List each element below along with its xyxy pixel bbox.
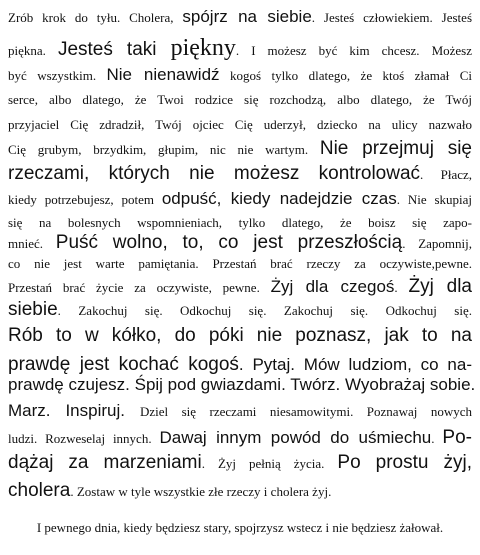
text-line	[8, 326, 472, 345]
text-line	[8, 36, 472, 60]
text-line	[8, 92, 472, 108]
text-line	[8, 481, 472, 500]
text-segment: ludzi. Rozweselaj innych.	[8, 431, 160, 446]
text-segment: rzeczami, których nie możesz kontrolować	[8, 163, 421, 184]
text-segment: Po prostu żyj,	[337, 452, 472, 473]
text-segment: Marz. Inspiruj.	[8, 401, 140, 420]
text-segment: . Pytaj. Mów ludziom, co na-	[238, 355, 472, 374]
text-segment: Żyj dla czegoś	[270, 277, 395, 296]
text-segment: przyjaciel Cię zdradził, Twój ojciec Cię uderzył, dziecko na ulicy nazwało	[8, 117, 472, 132]
text-line	[8, 139, 472, 158]
text-segment: cholera	[8, 480, 71, 501]
text-segment: prawdę czujesz. Śpij pod gwiazdami. Twórz. Wyobrażaj sobie.	[8, 375, 476, 394]
text-segment: Zrób krok do tyłu. Cholera,	[8, 10, 183, 25]
text-segment: Nie nienawidź	[106, 65, 220, 84]
text-segment: serce, albo dlatego, że Twoi rodzice się rozchodzą, albo dlatego, że Twój	[8, 92, 472, 107]
text-line	[8, 164, 472, 183]
text-segment: kiedy potrzebujesz, potem	[8, 192, 162, 207]
text-segment: Dawaj innym powód do uśmiechu	[159, 428, 432, 447]
text-line	[8, 375, 476, 394]
text-segment: kogoś tylko dlatego, że ktoś złamał Ci	[219, 68, 472, 83]
text-segment: . Jesteś człowiekiem. Jesteś	[311, 10, 472, 25]
text-line	[8, 233, 472, 252]
text-segment: Po-	[442, 427, 472, 448]
text-line	[8, 8, 472, 26]
text-line	[8, 256, 472, 272]
text-line	[8, 117, 472, 133]
text-segment: . Żyj pełnią życia.	[201, 456, 338, 471]
text-segment: co nie jest warte pamiętania. Przestań brać rzeczy za oczywiste,pewne.	[8, 256, 472, 271]
text-segment: .	[70, 484, 77, 499]
text-line	[8, 190, 472, 208]
text-line	[8, 300, 472, 319]
text-segment: . Płacz,	[420, 167, 472, 182]
text-segment: odpuść, kiedy nadejdzie czas	[161, 189, 397, 208]
text-line	[8, 277, 472, 296]
text-segment: Puść wolno, to, co jest przeszłością	[55, 232, 403, 253]
text-line	[8, 453, 472, 472]
text-segment: . I możesz być kim chcesz. Możesz	[235, 43, 473, 58]
text-segment: mnieć.	[8, 236, 56, 251]
text-segment: . Nie skupiaj	[396, 192, 472, 207]
text-segment: Dziel się rzeczami niesamowitymi. Poznawaj nowych	[139, 404, 472, 419]
text-segment: Rób to w kółko, do póki nie poznasz, jak to na	[8, 325, 472, 346]
text-segment: być wszystkim.	[8, 68, 107, 83]
text-segment: Zostaw w tyle wszystkie złe rzeczy i cholera żyj	[76, 484, 329, 499]
text-segment: Żyj dla	[408, 276, 473, 297]
text-line	[8, 355, 472, 374]
text-line	[8, 402, 472, 420]
text-segment: . Zapomnij,	[402, 236, 473, 251]
text-segment: .	[431, 431, 443, 446]
text-segment: dążaj za marzeniami	[8, 452, 202, 473]
text-segment: Nie przejmuj się	[319, 138, 472, 159]
text-line	[8, 215, 472, 231]
text-segment: . Zakochuj się. Odkochuj się. Zakochuj się. Odkochuj się.	[57, 303, 472, 318]
text-segment: .	[394, 280, 409, 295]
text-segment: się na bolesnych wspomnieniach, tylko dlatego, że boisz się zapo-	[8, 215, 472, 230]
text-line	[8, 428, 472, 447]
text-segment: piękna.	[8, 43, 58, 58]
text-segment: siebie	[8, 299, 58, 320]
text-segment: spójrz na siebie	[182, 7, 312, 26]
closing-line: I pewnego dnia, kiedy będziesz stary, spojrzysz wstecz i nie będziesz żałował.	[36, 520, 444, 535]
text-segment: .	[328, 484, 332, 499]
text-segment: Cię grubym, brzydkim, głupim, nic nie wartym.	[8, 142, 320, 157]
text-segment: Jesteś taki	[57, 39, 171, 60]
text-segment: Przestań brać życie za oczywiste, pewne.	[8, 280, 271, 295]
text-segment: piękny	[170, 35, 236, 61]
text-segment: prawdę jest kochać kogoś	[8, 354, 239, 375]
text-line	[8, 66, 472, 84]
